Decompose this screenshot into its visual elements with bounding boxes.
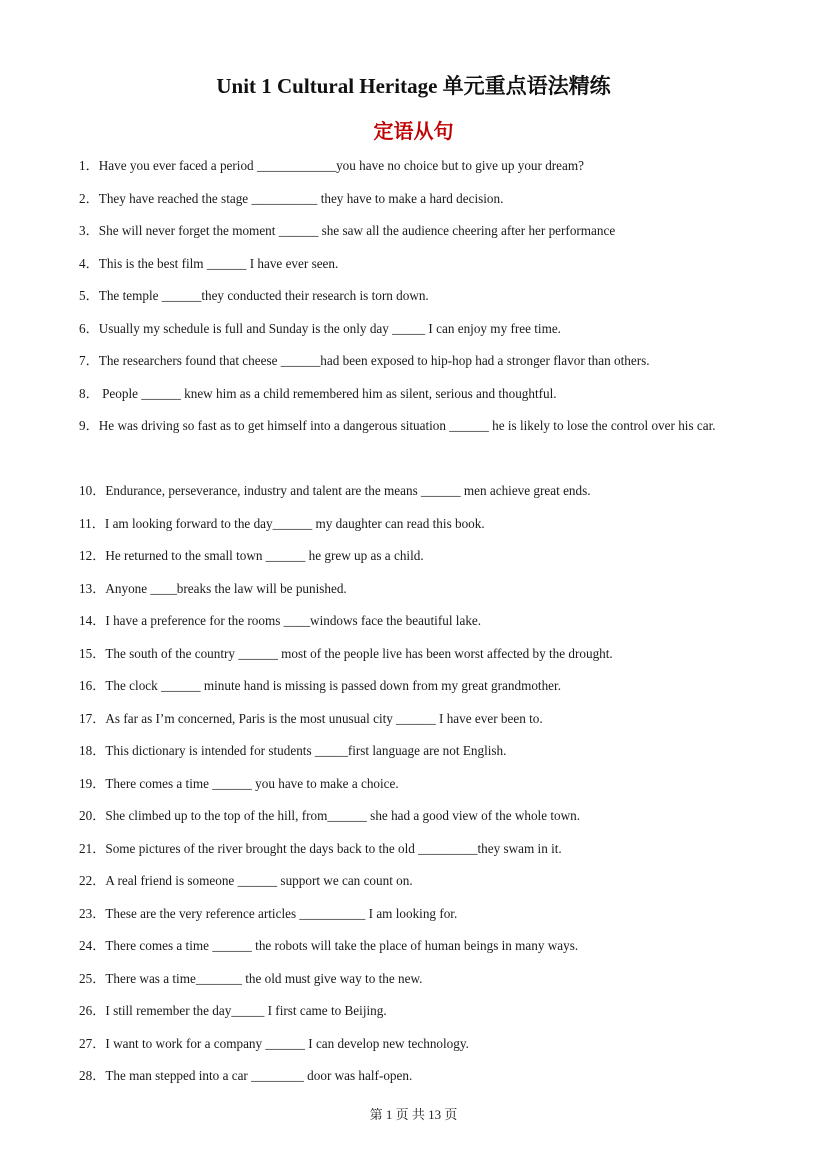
question-text: This dictionary is intended for students _____first language are not English.: [105, 743, 507, 758]
question-text: Some pictures of the river brought the days back to the old _________they swam in it.: [105, 840, 562, 856]
question-item: [79, 966, 751, 999]
question-item: [79, 543, 751, 576]
question-item: [79, 673, 751, 706]
question-number: 24．: [79, 938, 106, 953]
question-item: [79, 608, 751, 641]
question-text: The temple ______they conducted their research is torn down.: [98, 288, 429, 303]
question-text: She climbed up to the top of the hill, from______ she had a good view of the whole town.: [105, 808, 581, 823]
question-number: 1．: [79, 158, 99, 173]
question-list: [79, 153, 751, 1096]
question-text: A real friend is someone ______ support we can count on.: [105, 873, 413, 888]
question-number: 6．: [79, 320, 99, 336]
question-item: [79, 576, 751, 609]
question-number: 18．: [79, 743, 106, 758]
question-text: They have reached the stage __________ they have to make a hard decision.: [98, 190, 504, 206]
question-text: He was driving so fast as to get himself into a dangerous situation ______ he is likely to lose the control over his car.: [98, 418, 716, 433]
question-text: These are the very reference articles __________ I am looking for.: [105, 905, 458, 921]
question-item: [79, 251, 751, 284]
question-text: There comes a time ______ you have to make a choice.: [105, 775, 399, 791]
question-number: 4．: [79, 255, 99, 271]
question-text: The south of the country ______ most of the people live has been worst affected by the drought.: [105, 645, 613, 661]
question-text: Endurance, perseverance, industry and talent are the means ______ men achieve great ends.: [105, 483, 591, 498]
question-number: 22．: [79, 873, 106, 888]
question-number: 25．: [79, 970, 106, 986]
question-text: The clock ______ minute hand is missing is passed down from my great grandmother.: [105, 678, 561, 693]
question-number: 2．: [79, 190, 99, 206]
question-number: 16．: [79, 678, 106, 693]
question-item: [79, 706, 751, 739]
question-number: 10．: [79, 483, 106, 498]
question-item: [79, 413, 751, 478]
question-number: 9．: [79, 418, 99, 433]
question-text: There was a time_______ the old must give way to the new.: [105, 970, 423, 986]
question-number: 7．: [79, 353, 99, 368]
question-number: 14．: [79, 613, 106, 628]
question-text: I have a preference for the rooms ____windows face the beautiful lake.: [105, 613, 482, 628]
question-item: [79, 218, 751, 251]
question-text: He returned to the small town ______ he grew up as a child.: [105, 548, 424, 563]
question-text: Usually my schedule is full and Sunday is the only day _____ I can enjoy my free time.: [98, 320, 561, 336]
question-number: 27．: [79, 1035, 106, 1051]
question-item: [79, 1031, 751, 1064]
question-number: 20．: [79, 808, 106, 823]
page-footer: 第 1 页 共 13 页: [369, 1107, 458, 1122]
question-number: 8．: [79, 385, 99, 401]
question-text: I still remember the day_____ I first came to Beijing.: [105, 1003, 387, 1018]
question-text: The researchers found that cheese ______had been exposed to hip-hop had a stronger flavor than others.: [98, 353, 650, 368]
question-text: She will never forget the moment ______ she saw all the audience cheering after her performance: [98, 223, 616, 238]
question-item: [79, 641, 751, 674]
question-item: [79, 738, 751, 771]
question-text: People ______ knew him as a child remembered him as silent, serious and thoughtful.: [98, 385, 557, 401]
section-subtitle: 定语从句: [373, 121, 454, 143]
question-text: Have you ever faced a period ____________you have no choice but to give up your dream?: [98, 158, 584, 173]
question-item: [79, 348, 751, 381]
question-item: [79, 283, 751, 316]
question-text: The man stepped into a car ________ door was half-open.: [105, 1068, 413, 1083]
question-text: As far as I’m concerned, Paris is the most unusual city ______ I have ever been to.: [105, 710, 543, 726]
question-number: 5．: [79, 288, 99, 303]
question-number: 21．: [79, 840, 106, 856]
question-item: [79, 803, 751, 836]
question-text: I want to work for a company ______ I can develop new technology.: [105, 1035, 469, 1051]
question-number: 11．: [79, 515, 105, 531]
question-item: [79, 901, 751, 934]
question-item: [79, 511, 751, 544]
question-number: 26．: [79, 1003, 106, 1018]
question-item: [79, 868, 751, 901]
question-number: 19．: [79, 775, 106, 791]
question-number: 3．: [79, 223, 99, 238]
question-number: 17．: [79, 710, 106, 726]
question-number: 28．: [79, 1068, 106, 1083]
question-text: This is the best film ______ I have ever seen.: [98, 255, 339, 271]
question-number: 12．: [79, 548, 106, 563]
question-item: [79, 186, 751, 219]
page-title: Unit 1 Cultural Heritage 单元重点语法精练: [216, 74, 611, 98]
question-item: [79, 771, 751, 804]
question-item: [79, 1063, 751, 1096]
question-item: [79, 153, 751, 186]
question-item: [79, 998, 751, 1031]
question-text: There comes a time ______ the robots will take the place of human beings in many ways.: [105, 938, 579, 953]
question-item: [79, 316, 751, 349]
question-number: 13．: [79, 580, 106, 596]
question-number: 15．: [79, 645, 106, 661]
question-item: [79, 933, 751, 966]
question-text: Anyone ____breaks the law will be punished.: [105, 580, 347, 596]
question-item: [79, 836, 751, 869]
question-item: [79, 478, 751, 511]
question-item: [79, 381, 751, 414]
question-text: I am looking forward to the day______ my daughter can read this book.: [104, 515, 485, 531]
question-number: 23．: [79, 905, 106, 921]
